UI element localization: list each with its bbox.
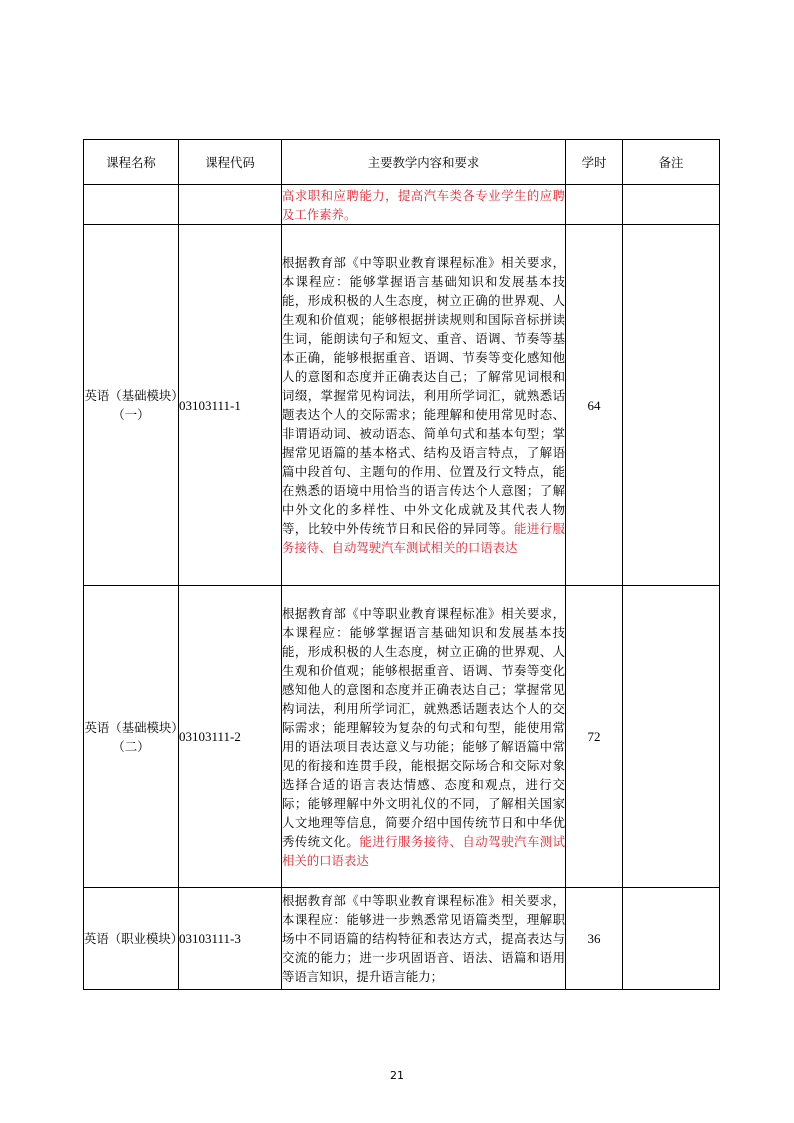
content-highlight: 高求职和应聘能力，提高汽车类各专业学生的应聘及工作素养。 — [282, 187, 565, 222]
content-highlight: 能进行服务接待、自动驾驶汽车测试相关的口语表达 — [282, 833, 566, 868]
header-course-code: 课程代码 — [179, 140, 282, 185]
course-code-cell: 03103111-2 — [179, 586, 282, 888]
course-name-cell: 英语（职业模块） — [84, 888, 179, 990]
table-row — [84, 225, 720, 586]
notes-cell — [623, 586, 720, 888]
content-cell — [282, 185, 566, 225]
notes-cell — [623, 888, 720, 990]
header-course-name: 课程名称 — [84, 140, 179, 185]
hours-cell — [566, 185, 623, 225]
header-row — [84, 140, 720, 185]
hours-cell: 72 — [566, 586, 623, 888]
notes-cell — [623, 225, 720, 586]
header-notes: 备注 — [623, 140, 720, 185]
content-cell — [282, 586, 566, 888]
header-content: 主要教学内容和要求 — [282, 140, 566, 185]
course-code-cell — [179, 185, 282, 225]
course-name-cell — [84, 185, 179, 225]
course-code-cell: 03103111-3 — [179, 888, 282, 990]
header-hours: 学时 — [566, 140, 623, 185]
table-row — [84, 888, 720, 990]
table-row — [84, 185, 720, 225]
content-text: 根据教育部《中等职业教育课程标准》相关要求，本课程应：能够掌握语言基础知识和发展基本技能，形成积极的人生态度，树立正确的世界观、人生观和价值观；能够根据重音、语调、节奏等变化感知他人的意图和态度并正确表达自己；掌握常见构词法，利用所学词汇，就熟悉话题表达个人的交际需求；能理解较为复杂的句式和句型，能使用常用的语法项目表达意义与功能；能够了解语篇中常见的衔接和连贯手段，能根据交际场合和交际对象选择合适的语言表达情感、态度和观点，进行交际；能够理解中外文明礼仪的不同，了解相关国家人文地理等信息，简要介绍中国传统节日和中华优秀传统文化。 — [282, 605, 565, 849]
notes-cell — [623, 185, 720, 225]
content-highlight: 能进行服务接待、自动驾驶汽车测试相关的口语表达 — [282, 521, 566, 555]
course-table — [83, 139, 720, 990]
table-row — [84, 586, 720, 888]
content-text: 根据教育部《中等职业教育课程标准》相关要求，本课程应：能够掌握语言基础知识和发展基本技能，形成积极的人生态度，树立正确的世界观、人生观和价值观；能够根据拼读规则和国际音标拼读生词，能朗读句子和短文、重音、语调、节奏等基本正确，能够根据重音、语调、节奏等变化感知他人的意图和态度并正确表达自己；了解常见词根和词缀，掌握常见构词法，利用所学词汇，就熟悉话题表达个人的交际需求；能理解和使用常见时态、非谓语动词、被动语态、简单句式和基本句型；掌握常见语篇的基本格式、结构及语言特点，了解语篇中段首句、主题句的作用、位置及行文特点，能在熟悉的语境中用恰当的语言传达个人意图；了解中外文化的多样性、中外文化成就及其代表人物等，比较中外传统节日和民俗的异同等。 — [282, 255, 565, 536]
content-cell — [282, 225, 566, 586]
content-text: 根据教育部《中等职业教育课程标准》相关要求，本课程应：能够进一步熟悉常见语篇类型，理解职场中不同语篇的结构特征和表达方式，提高表达与交流的能力；进一步巩固语音、语法、语篇和语用等语言知识，提升语言能力； — [282, 893, 565, 984]
course-code-cell: 03103111-1 — [179, 225, 282, 586]
course-name-cell: 英语（基础模块）（一） — [84, 225, 179, 586]
content-cell — [282, 888, 566, 990]
course-name-cell: 英语（基础模块）（二） — [84, 586, 179, 888]
hours-cell: 64 — [566, 225, 623, 586]
page-number: 21 — [390, 1069, 404, 1082]
hours-cell: 36 — [566, 888, 623, 990]
